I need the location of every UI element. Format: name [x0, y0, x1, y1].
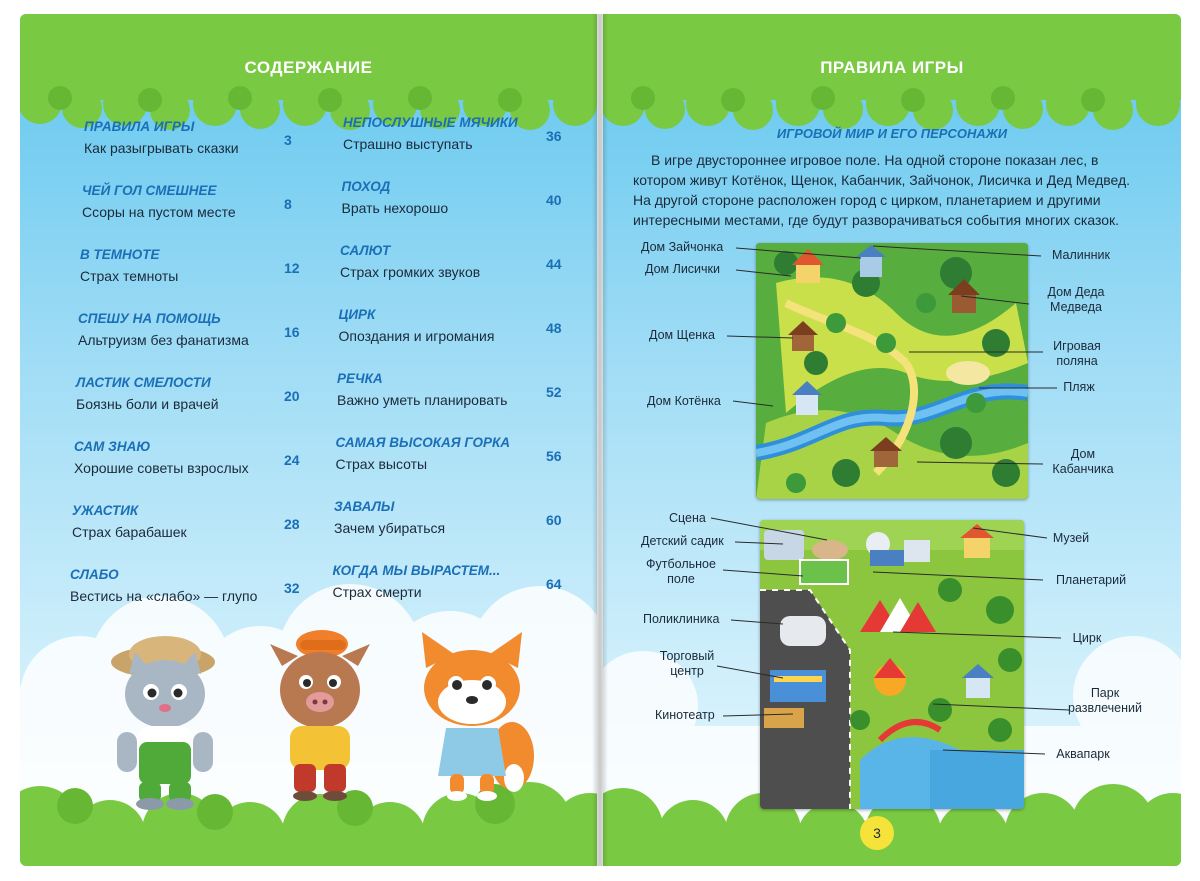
- toc-entry-title: САМ ЗНАЮ: [74, 439, 151, 454]
- page-number-badge: 3: [860, 816, 894, 850]
- label-fox-house: Дом Лисички: [645, 262, 721, 276]
- toc-entry-subtitle: Страх барабашек: [72, 524, 187, 540]
- toc-entry[interactable]: [339, 306, 495, 346]
- label-mall: Торговый центр: [659, 649, 715, 678]
- label-cinema: Кинотеатр: [655, 708, 715, 722]
- toc-page-number: 36: [546, 128, 562, 144]
- toc-entry[interactable]: [336, 434, 511, 474]
- toc-entry-subtitle: Страх темноты: [80, 268, 179, 284]
- right-page: [603, 14, 1181, 866]
- toc-page-number: 12: [284, 260, 300, 276]
- toc-page-number: 24: [284, 452, 300, 468]
- label-bunny-house: Дом Зайчонка: [641, 240, 724, 254]
- toc-entry[interactable]: [70, 566, 257, 606]
- toc-entry-subtitle: Зачем убираться: [334, 520, 446, 536]
- piglet-character: [260, 626, 380, 806]
- label-playground: Игровая поляна: [1053, 339, 1101, 368]
- toc-page-number: 64: [546, 576, 562, 592]
- label-circus: Цирк: [1072, 631, 1102, 645]
- toc-page-number: 8: [284, 196, 292, 212]
- toc-page-number: 32: [284, 580, 300, 596]
- toc-page-number: 44: [546, 256, 562, 272]
- toc-page-number: 56: [546, 448, 562, 464]
- label-puppy-house: Дом Щенка: [649, 328, 715, 342]
- toc-page-number: 20: [284, 388, 300, 404]
- label-clinic: Поликлиника: [643, 612, 720, 626]
- section-heading: ИГРОВОЙ МИР И ЕГО ПЕРСОНАЖИ: [776, 126, 1008, 141]
- toc-page-number: 28: [284, 516, 300, 532]
- toc-entry-title: НЕПОСЛУШНЫЕ МЯЧИКИ: [343, 115, 518, 130]
- toc-entry-title: КОГДА МЫ ВЫРАСТЕМ...: [332, 563, 501, 578]
- toc-entry-title: ЧЕЙ ГОЛ СМЕШНЕЕ: [82, 183, 217, 198]
- toc-entry[interactable]: [74, 438, 249, 478]
- toc-entry-title: САЛЮТ: [340, 243, 391, 258]
- toc-entry-subtitle: Как разыгрывать сказки: [84, 140, 239, 156]
- toc-entry[interactable]: [82, 182, 236, 222]
- toc-entry[interactable]: [72, 502, 187, 542]
- toc-page-number: 60: [546, 512, 562, 528]
- toc-entry-title: ЦИРК: [338, 307, 376, 322]
- toc-entry-title: ЛАСТИК СМЕЛОСТИ: [76, 375, 211, 390]
- toc-entry-subtitle: Боязнь боли и врачей: [76, 396, 219, 412]
- kitten-character: [95, 632, 235, 812]
- toc-entry[interactable]: [343, 114, 518, 154]
- toc-page-number: 40: [546, 192, 562, 208]
- toc-page-number: 52: [546, 384, 562, 400]
- toc-entry[interactable]: [334, 498, 445, 538]
- forest-map: [756, 243, 1028, 499]
- toc-entry-subtitle: Страх высоты: [335, 456, 428, 472]
- toc-entry-subtitle: Опоздания и игромания: [338, 328, 495, 344]
- toc-entry-title: СПЕШУ НА ПОМОЩЬ: [78, 311, 221, 326]
- intro-paragraph: В игре двустороннее игровое поле. На одной стороне показан лес, в котором живут Котёнок, Щенок, Кабанчик, Зайчонок, Лисичка и Дед Медвед. На другой стороне расположен город с цирком, планетарием и другими интересными местами, где будут разворачиваться события многих сказок.: [633, 152, 1131, 228]
- toc-entry[interactable]: [337, 370, 507, 410]
- toc-entry[interactable]: [84, 118, 239, 158]
- toc-entry-title: ПРАВИЛА ИГРЫ: [84, 119, 195, 134]
- toc-entry-title: ЗАВАЛЫ: [334, 499, 395, 514]
- label-kindergarten: Детский садик: [641, 534, 724, 548]
- toc-entry-title: В ТЕМНОТЕ: [80, 247, 160, 262]
- city-map: [760, 520, 1024, 809]
- label-planetarium: Планетарий: [1055, 573, 1127, 587]
- label-stage: Сцена: [669, 511, 706, 525]
- toc-page-number: 3: [284, 132, 292, 148]
- toc-entry-subtitle: Страх смерти: [332, 584, 422, 600]
- toc-entry-title: СЛАБО: [70, 567, 119, 582]
- toc-header: СОДЕРЖАНИЕ: [244, 58, 373, 77]
- toc-entry[interactable]: [76, 374, 219, 414]
- toc-entry-subtitle: Страшно выступать: [343, 136, 473, 152]
- toc-entry-title: ПОХОД: [341, 179, 391, 194]
- label-boar-house: Дом Кабанчика: [1052, 447, 1114, 476]
- toc-entry-subtitle: Хорошие советы взрослых: [74, 460, 249, 476]
- label-bear-house: Дом Деда Медведа: [1047, 285, 1105, 314]
- toc-entry-subtitle: Ссоры на пустом месте: [82, 204, 236, 220]
- toc-entry-subtitle: Вестись на «слабо» — глупо: [70, 588, 258, 604]
- toc-entry[interactable]: [333, 562, 501, 602]
- toc-entry-subtitle: Альтруизм без фанатизма: [78, 332, 249, 348]
- label-kitten-house: Дом Котёнка: [647, 394, 721, 408]
- toc-entry[interactable]: [80, 246, 178, 286]
- label-football-field: Футбольное поле: [646, 557, 716, 586]
- label-amusement-park: Парк развлечений: [1067, 686, 1142, 715]
- rules-header: ПРАВИЛА ИГРЫ: [820, 58, 964, 77]
- label-beach: Пляж: [1063, 380, 1095, 394]
- fox-character: [402, 628, 542, 808]
- toc-entry[interactable]: [78, 310, 249, 350]
- label-waterpark: Аквапарк: [1056, 747, 1110, 761]
- label-museum: Музей: [1052, 531, 1090, 545]
- toc-entry-title: УЖАСТИК: [72, 503, 139, 518]
- toc-entry[interactable]: [340, 242, 480, 282]
- toc-entry-title: РЕЧКА: [337, 371, 383, 386]
- label-raspberry-patch: Малинник: [1051, 248, 1111, 262]
- toc-page-number: 16: [284, 324, 300, 340]
- toc-entry-subtitle: Важно уметь планировать: [337, 392, 508, 408]
- toc-entry-subtitle: Страх громких звуков: [340, 264, 481, 280]
- book-spine: [592, 14, 608, 866]
- toc-entry-subtitle: Врать нехорошо: [341, 200, 449, 216]
- toc-page-number: 48: [546, 320, 562, 336]
- toc-entry-title: САМАЯ ВЫСОКАЯ ГОРКА: [335, 435, 511, 450]
- left-page: [20, 14, 597, 866]
- toc-entry[interactable]: [342, 178, 449, 218]
